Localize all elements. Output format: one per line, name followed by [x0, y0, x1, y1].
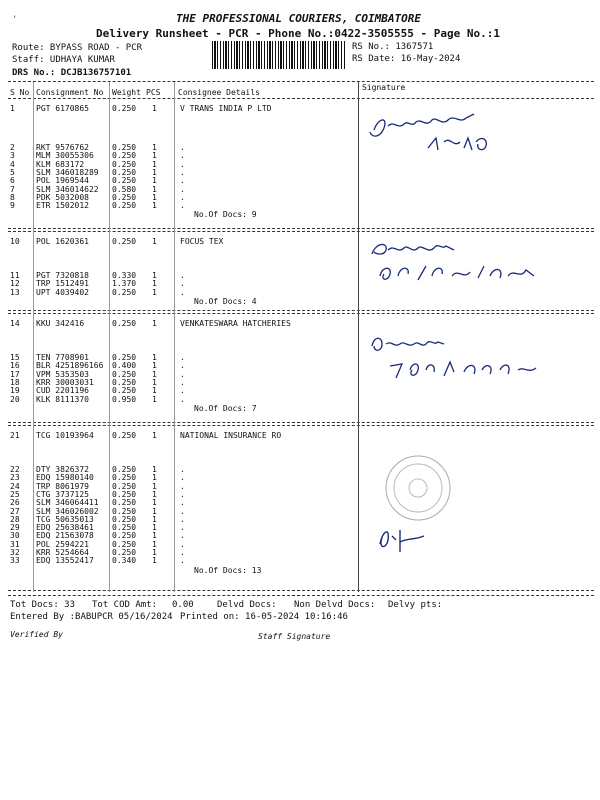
signature-1 [364, 108, 544, 158]
delvd-docs: Delvd Docs: [217, 600, 277, 610]
row-marker: . [180, 287, 185, 297]
group-separator [8, 231, 594, 232]
row-marker: . [180, 539, 185, 549]
verified-by: Verified By [10, 630, 63, 639]
cell-cn: TRP 1512491 [36, 279, 89, 289]
column-divider [33, 82, 34, 592]
cell-pcs: 1 [152, 465, 157, 474]
cell-sno: 11 [10, 271, 20, 280]
cell-cn: SLM 346014622 [36, 184, 99, 194]
row-marker: . [180, 353, 185, 362]
group-separator [8, 313, 594, 314]
cell-pcs: 1 [152, 143, 157, 152]
delvy-pts: Delvy pts: [388, 600, 443, 610]
cell-wt: 0.250 [112, 539, 137, 549]
cell-pcs: 1 [152, 506, 157, 516]
cell-sno: 32 [10, 548, 20, 557]
route: Route: BYPASS ROAD - PCR [12, 43, 143, 53]
column-divider [358, 82, 359, 592]
cell-sno: 13 [10, 287, 20, 297]
cell-pcs: 1 [152, 531, 157, 541]
cell-wt: 0.250 [112, 319, 137, 328]
row-marker: . [180, 465, 185, 474]
cell-wt: 0.250 [112, 498, 137, 508]
cell-pcs: 1 [152, 201, 157, 211]
row-marker: . [180, 143, 185, 152]
cell-wt: 0.250 [112, 237, 137, 246]
cell-sno: 26 [10, 498, 20, 508]
signature-3 [368, 332, 568, 384]
row-marker: . [180, 271, 185, 280]
row-marker: . [180, 279, 185, 289]
col-sno: S No [10, 88, 30, 97]
cell-wt: 0.250 [112, 465, 137, 474]
cell-sno: 21 [10, 431, 20, 440]
cell-cn: PGT 6170865 [36, 104, 89, 113]
cell-pcs: 1 [152, 159, 157, 169]
cell-pcs: 1 [152, 361, 157, 371]
cell-pcs: 1 [152, 192, 157, 202]
row-marker: . [180, 167, 185, 177]
cell-cn: EDQ 13552417 [36, 556, 94, 566]
cell-sno: 1 [10, 104, 15, 113]
cell-wt: 0.250 [112, 104, 137, 113]
cell-sno: 9 [10, 201, 15, 211]
rs-number: RS No.: 1367571 [352, 42, 434, 52]
cell-cn: SLM 346064411 [36, 498, 99, 508]
row-marker: . [180, 498, 185, 508]
column-divider [174, 82, 175, 592]
cell-wt: 0.250 [112, 353, 137, 362]
cell-sno: 5 [10, 167, 15, 177]
cell-pcs: 1 [152, 287, 157, 297]
cell-wt: 0.250 [112, 506, 137, 516]
entered-by: Entered By :BABUPCR 05/16/2024 [10, 612, 173, 622]
cell-cn: KRR 30003031 [36, 377, 94, 387]
cell-pcs: 1 [152, 237, 157, 246]
cell-sno: 8 [10, 192, 15, 202]
group-separator [8, 310, 594, 311]
row-marker: . [180, 369, 185, 379]
cell-cn: PDK 5032008 [36, 192, 89, 202]
cell-wt: 0.400 [112, 361, 137, 371]
cell-pcs: 1 [152, 498, 157, 508]
cell-pcs: 1 [152, 514, 157, 524]
col-consignment: Consignment No [36, 88, 104, 97]
row-marker: . [180, 184, 185, 194]
cell-sno: 15 [10, 353, 20, 362]
cell-wt: 0.250 [112, 151, 137, 161]
cell-wt: 0.580 [112, 184, 137, 194]
cell-cn: KKU 342416 [36, 319, 85, 328]
cell-sno: 31 [10, 539, 20, 549]
cell-sno: 22 [10, 465, 20, 474]
cell-sno: 4 [10, 159, 15, 169]
cell-wt: 0.250 [112, 167, 137, 177]
cell-sno: 3 [10, 151, 15, 161]
consignee-name: VENKATESWARA HATCHERIES [180, 319, 291, 328]
cell-sno: 12 [10, 279, 20, 289]
cell-pcs: 1 [152, 548, 157, 557]
cell-cn: TCG 10193964 [36, 431, 94, 440]
cell-sno: 20 [10, 394, 20, 404]
cell-sno: 2 [10, 143, 15, 152]
cell-wt: 0.250 [112, 192, 137, 202]
non-delvd-docs: Non Delvd Docs: [294, 600, 376, 610]
row-marker: . [180, 159, 185, 169]
cell-pcs: 1 [152, 386, 157, 396]
cell-cn: SLM 346026002 [36, 506, 99, 516]
cell-cn: TRP 8061979 [36, 481, 89, 491]
cell-sno: 28 [10, 514, 20, 524]
cell-pcs: 1 [152, 279, 157, 289]
cell-pcs: 1 [152, 556, 157, 566]
cell-pcs: 1 [152, 353, 157, 362]
cell-wt: 0.250 [112, 176, 137, 186]
cell-sno: 29 [10, 523, 20, 533]
cell-sno: 14 [10, 319, 20, 328]
cell-pcs: 1 [152, 271, 157, 280]
no-of-docs: No.Of Docs: 9 [194, 210, 257, 220]
cell-pcs: 1 [152, 104, 157, 113]
consignee-name: FOCUS TEX [180, 237, 224, 246]
cell-cn: KLM 683172 [36, 159, 85, 169]
barcode [212, 41, 346, 69]
cell-cn: EDQ 15980140 [36, 473, 94, 483]
row-marker: . [180, 523, 185, 533]
cell-cn: POL 1969544 [36, 176, 89, 186]
cell-wt: 0.250 [112, 386, 137, 396]
header-bottom-rule [8, 98, 594, 99]
cell-cn: EDQ 25638461 [36, 523, 94, 533]
row-marker: . [180, 192, 185, 202]
cell-wt: 0.250 [112, 481, 137, 491]
cell-sno: 30 [10, 531, 20, 541]
row-marker: . [180, 489, 185, 499]
cell-cn: CUD 2201196 [36, 386, 89, 396]
cell-pcs: 1 [152, 473, 157, 483]
cell-sno: 17 [10, 369, 20, 379]
tot-docs: Tot Docs: 33 [10, 600, 76, 610]
row-marker: . [180, 201, 185, 211]
group-separator [8, 228, 594, 229]
cell-sno: 7 [10, 184, 15, 194]
cell-wt: 0.250 [112, 473, 137, 483]
cell-pcs: 1 [152, 377, 157, 387]
row-marker: . [180, 556, 185, 566]
company-name: THE PROFESSIONAL COURIERS, COIMBATORE [176, 12, 422, 25]
cell-pcs: 1 [152, 176, 157, 186]
cell-wt: 0.250 [112, 431, 137, 440]
cell-pcs: 1 [152, 481, 157, 491]
col-pcs: PCS [146, 88, 161, 97]
cell-wt: 0.250 [112, 514, 137, 524]
consignee-name: NATIONAL INSURANCE RO [180, 431, 282, 440]
group-separator [8, 425, 594, 426]
cell-cn: POL 1620361 [36, 237, 89, 246]
column-divider [109, 82, 110, 592]
cell-cn: RKT 9576762 [36, 143, 89, 152]
cell-sno: 24 [10, 481, 20, 491]
cell-cn: PGT 7320818 [36, 271, 89, 280]
cell-wt: 0.250 [112, 377, 137, 387]
col-consignee: Consignee Details [178, 88, 260, 97]
cell-cn: KLK 8111370 [36, 394, 89, 404]
drs-number: DRS No.: DCJB136757101 [12, 68, 132, 78]
row-marker: . [180, 481, 185, 491]
rs-date: RS Date: 16-May-2024 [352, 54, 461, 64]
cell-cn: MLM 30055306 [36, 151, 94, 161]
cell-cn: DTY 3826372 [36, 465, 89, 474]
staff: Staff: UDHAYA KUMAR [12, 55, 115, 65]
cell-cn: VPM 5353503 [36, 369, 89, 379]
row-marker: . [180, 506, 185, 516]
footer-rule [8, 595, 594, 596]
no-of-docs: No.Of Docs: 13 [194, 566, 262, 576]
cell-pcs: 1 [152, 319, 157, 328]
cell-wt: 0.250 [112, 201, 137, 211]
cell-cn: SLM 346018289 [36, 167, 99, 177]
cell-wt: 0.340 [112, 556, 137, 566]
cell-wt: 0.250 [112, 548, 137, 557]
cell-sno: 33 [10, 556, 20, 566]
row-marker: . [180, 548, 185, 557]
row-marker: . [180, 386, 185, 396]
no-of-docs: No.Of Docs: 7 [194, 403, 257, 413]
cell-wt: 0.250 [112, 489, 137, 499]
row-marker: . [180, 531, 185, 541]
cell-wt: 0.950 [112, 394, 137, 404]
cell-pcs: 1 [152, 151, 157, 161]
company-stamp [374, 452, 484, 562]
cell-cn: TCG 50635013 [36, 514, 94, 524]
cell-wt: 1.370 [112, 279, 137, 289]
cell-wt: 0.330 [112, 271, 137, 280]
consignee-name: V TRANS INDIA P LTD [180, 104, 272, 113]
cell-wt: 0.250 [112, 523, 137, 533]
cell-sno: 16 [10, 361, 20, 371]
staff-signature: Staff Signature [258, 632, 331, 641]
cell-pcs: 1 [152, 184, 157, 194]
cell-cn: UPT 4039402 [36, 287, 89, 297]
cell-wt: 0.250 [112, 159, 137, 169]
cell-wt: 0.250 [112, 531, 137, 541]
col-weight: Weight [112, 88, 141, 97]
cell-pcs: 1 [152, 369, 157, 379]
cell-wt: 0.250 [112, 143, 137, 152]
corner-mark: ' [12, 15, 18, 25]
no-of-docs: No.Of Docs: 4 [194, 296, 257, 306]
row-marker: . [180, 514, 185, 524]
cell-sno: 19 [10, 386, 20, 396]
cell-cn: KRR 5254664 [36, 548, 89, 557]
group-separator [8, 590, 594, 591]
header-top-rule [8, 81, 594, 82]
row-marker: . [180, 361, 185, 371]
cell-cn: CTG 3737125 [36, 489, 89, 499]
cell-wt: 0.250 [112, 369, 137, 379]
runsheet-title: Delivery Runsheet - PCR - Phone No.:0422-3505555 - Page No.:1 [96, 27, 500, 40]
cell-sno: 10 [10, 237, 20, 246]
cell-sno: 18 [10, 377, 20, 387]
cell-pcs: 1 [152, 431, 157, 440]
cell-cn: BLR 4251896166 [36, 361, 104, 371]
row-marker: . [180, 176, 185, 186]
cell-cn: TEN 7708901 [36, 353, 89, 362]
row-marker: . [180, 473, 185, 483]
cell-sno: 27 [10, 506, 20, 516]
cell-cn: EDQ 21563078 [36, 531, 94, 541]
cell-pcs: 1 [152, 539, 157, 549]
cell-pcs: 1 [152, 523, 157, 533]
cell-sno: 23 [10, 473, 20, 483]
tot-cod-label: Tot COD Amt: [92, 600, 158, 610]
cod-amount: 0.00 [172, 600, 194, 610]
cell-pcs: 1 [152, 489, 157, 499]
cell-wt: 0.250 [112, 287, 137, 297]
cell-cn: ETR 1502012 [36, 201, 89, 211]
group-separator [8, 422, 594, 423]
cell-sno: 25 [10, 489, 20, 499]
printed-on: Printed on: 16-05-2024 10:16:46 [180, 612, 348, 622]
cell-pcs: 1 [152, 167, 157, 177]
row-marker: . [180, 394, 185, 404]
cell-sno: 6 [10, 176, 15, 186]
signature-2 [368, 236, 568, 288]
cell-cn: POL 2594221 [36, 539, 89, 549]
cell-pcs: 1 [152, 394, 157, 404]
col-signature: Signature [362, 83, 406, 92]
row-marker: . [180, 377, 185, 387]
row-marker: . [180, 151, 185, 161]
